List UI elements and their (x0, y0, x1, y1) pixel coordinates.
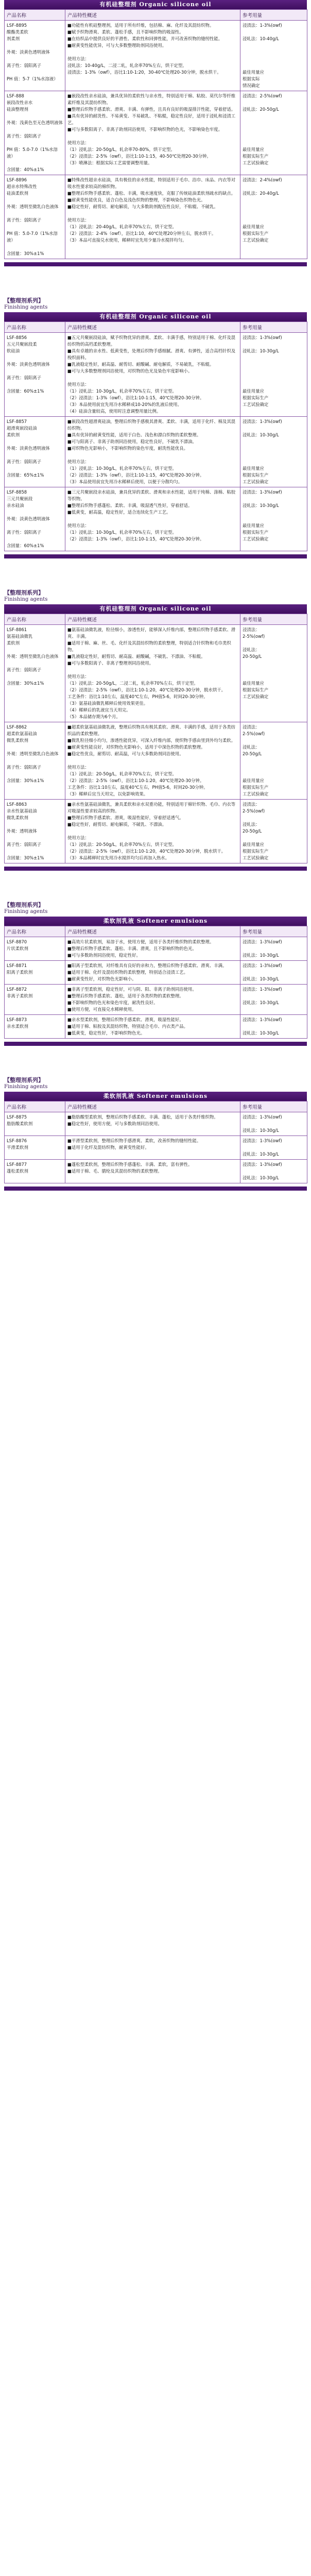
product-row (5, 625, 307, 722)
category-title-bar: 有机硅整理剂 Organic silicone oil (4, 0, 307, 9)
product-row (5, 985, 307, 1015)
catalog-section (0, 558, 311, 871)
product-row (5, 800, 307, 863)
product-name-cell: LSF-8896 超亲水特殊改性 硅油柔软剂 外观：透明至微乳白色液体 离子性：弱阳离子 PH 值：5.0-7.0（1%水溶液） 含固量：30%±1% (5, 175, 65, 259)
product-table (4, 321, 307, 551)
reference-dosage-cell: 浸渍法：1-3%(owf) 浸轧法：10-30g/L (240, 985, 307, 1015)
category-title-bar: 有机硅整理剂 Organic silicone oil (4, 604, 307, 614)
reference-dosage-cell: 浸渍法： 2-5%(owf) 浸轧法： 20-50g/L 最佳用量应 根据实际生产 工艺试验确定 (240, 800, 307, 863)
product-row (5, 1136, 307, 1160)
product-name-cell: LSF-8861 氨基硅油微乳 柔软剂 外观：透明至微乳白色液体 离子性：弱阳离子 含固量：30%±1% (5, 625, 65, 722)
product-row (5, 91, 307, 175)
section-tag: 【整理剂系列】 (4, 297, 44, 304)
reference-dosage-cell: 浸渍法：1-3%(owf) 浸轧法：10-30g/L (240, 1112, 307, 1136)
product-description-cell: ■特殊改性超亲水硅油，具有极佳的亲水性能，特别适用于毛巾、浴巾、床品、内衣等对吸水性要求较高的棉织物。 ■整理后织物手感柔软、蓬松、丰满，吸水速度快，克服了传统硅油柔软剂疏水的缺点。 ■耐黄变性能优良，适合白色及浅色织物的整理，不影响染色织物色光。 ■稳定性好，耐剪切、耐电解质，与大多数助剂配伍性良好，不粘辊、不破乳。 使用方法： （1）浸轧法：20-40g/L，轧余率70%左右，烘干定型。 （2）浸渍法：2-4%（owf），浴比1:10，40℃处理20分钟左右，脱水烘干。 （3）本品可直接兑水使用，稀释时宜先用少量冷水搅拌均匀。 (65, 175, 240, 259)
product-row (5, 1112, 307, 1136)
product-description-cell: ■阳离子型柔软剂，对纤维具有良好的亲和力，整理后织物手感柔软、滑爽、丰满。 ■适用于棉、化纤及混纺织物的柔软整理，特别适合浸渍工艺。 ■耐黄变性好，对织物色光影响小。 (65, 961, 240, 985)
catalog-section (0, 871, 311, 1046)
product-name-cell: LSF-8871 阳离子柔软剂 (5, 961, 65, 985)
product-table (4, 1101, 307, 1183)
product-description-cell: ■五元共聚嵌段硅油，赋予织物优异的滑爽、柔软、丰满手感，特别适用于棉、化纤及混纺织物的高档柔软整理。 ■具有卓越的亲水性、低黄变性，处理后织物手感细腻、滑爽、有弹性，适合高档针织及梭织面料。 ■乳液稳定性好，耐高温、耐剪切、耐酸碱、耐电解质，不易破乳，不粘辊。 ■可与大多数整理剂同浴使用，对织物的色光及染色牢度影响小。 使用方法： （1）浸轧法：10-30g/L，轧余率70%左右，烘干定型。 （2）浸渍法：1-3%（owf），浴比1:10-1:15，40℃处理20-30分钟。 （3）本品使用前宜先用冷水稀释成10-20%的乳液后使用。 （4）硅油含量较高，使用时注意调整用量比例。 (65, 333, 240, 417)
catalog-section (0, 0, 311, 266)
section-footer-bar (4, 867, 307, 871)
product-row (5, 961, 307, 985)
product-name-cell: LSF-8870 片状柔软剂 (5, 937, 65, 961)
product-name-cell: LSF-8857 超滑爽嵌段硅油 柔软剂 外观：淡黄色透明液体 离子性：弱阳离子 含固量：65%±1% (5, 417, 65, 487)
catalog-page (0, 0, 311, 1191)
section-gap (0, 558, 311, 585)
column-header: 产品名称 (5, 926, 65, 937)
reference-dosage-cell: 浸渍法： 2-5%(owf) 浸轧法： 20-50g/L 最佳用量应 根据实际生产 工艺试验确定 (240, 625, 307, 722)
product-row (5, 1015, 307, 1039)
column-header: 产品特性概述 (65, 926, 240, 937)
reference-dosage-cell: 浸渍法：1-3%(owf) 浸轧法：10-40g/L 最佳用量应 根据实际 情况确定 (240, 21, 307, 91)
reference-dosage-cell: 浸渍法：1-3%(owf) 浸轧法：10-30g/L 最佳用量应 根据实际生产 工艺试验确定 (240, 487, 307, 551)
product-description-cell: ■亲水性氨基硅油微乳，兼具柔软和亲水双重功能，特别适用于棉针织物、毛巾、内衣等对吸湿性要求较高的织物。 ■整理后织物手感柔软、滑爽，吸湿性能好，穿着舒适透气。 ■稳定性好，耐剪切、耐电解质，不破乳、不漂油。 使用方法： （1）浸轧法：20-50g/L，轧余率70%左右，烘干定型。 （2）浸渍法：2-5%（owf），浴比1:10-1:20，40℃处理20-30分钟，脱水烘干。 （3）本品稀释时宜先用冷水搅拌均匀后再加入热水。 (65, 800, 240, 863)
product-name-cell: LSF-8863 亲水性氨基硅油 微乳柔软剂 外观：透明液体 离子性：弱阳离子 含固量：30%±1% (5, 800, 65, 863)
product-row (5, 21, 307, 91)
reference-dosage-cell: 浸渍法：1-3%(owf) 浸轧法：10-30g/L (240, 937, 307, 961)
reference-dosage-cell: 浸渍法：1-3%(owf) 浸轧法：10-30g/L (240, 1160, 307, 1183)
product-name-cell: LSF-8856 五元共聚嵌段柔 软硅油 外观：淡黄色透明液体 离子性：弱阳离子 含固量：60%±1% (5, 333, 65, 417)
product-description-cell: ■脂肪酸型柔软剂，整理后织物手感柔软、丰满、蓬松，适用于各类纤维织物。 ■稳定性好，使用方便，可与多数助剂同浴使用。 (65, 1112, 240, 1136)
product-description-cell: ■平滑型柔软剂，整理后织物手感滑爽、柔软，改善织物的缝纫性能。 ■适用于化纤及混纺织物，耐黄变性能好。 (65, 1136, 240, 1160)
reference-dosage-cell: 浸渍法：2-5%(owf) 浸轧法：20-50g/L 最佳用量应 根据实际生产 工艺试验确定 (240, 91, 307, 175)
product-description-cell: ■氨基硅油微乳液，粒径细小，渗透性好，能够深入纤维内部，整理后织物手感柔软、滑爽、丰满。 ■适用于棉、麻、丝、毛、化纤及其混纺织物的柔软整理，特别适合针织物和毛巾类织物。 ■乳液稳定性好，耐剪切、耐高温、耐酸碱，不破乳、不漂油、不粘辊。 ■可与多数阳离子、非离子整理剂同浴使用。 使用方法： （1）浸轧法：20-50g/L，二浸二轧，轧余率70%左右，烘干定型。 （2）浸渍法：2-5%（owf），浴比1:10-1:20，40℃处理20-30分钟，脱水烘干。 工艺条件：浴比1:10左右，温度40℃左右，PH值5-6，时间20-30分钟。 （3）氨基硅油微乳稀释后使用效果更佳。 （4）稀释后的乳液宜当天用完。 （5）本品储存期为6个月。 (65, 625, 240, 722)
product-table (4, 9, 307, 259)
catalog-section (0, 1046, 311, 1191)
table-header-row (5, 614, 307, 625)
column-header: 参考用量 (240, 1101, 307, 1112)
column-header: 产品名称 (5, 1101, 65, 1112)
category-title-bar: 柔软剂乳液 Softener emulsions (4, 1092, 307, 1101)
product-row (5, 175, 307, 259)
section-subtitle: Finishing agents (4, 1084, 48, 1090)
column-header: 参考用量 (240, 926, 307, 937)
reference-dosage-cell: 浸渍法：1-3%(owf) 浸轧法：10-30g/L 最佳用量应 根据实际生产 工艺试验确定 (240, 417, 307, 487)
product-name-cell: LSF-8872 非离子柔软剂 (5, 985, 65, 1015)
table-header-row (5, 1101, 307, 1112)
category-title-bar: 有机硅整理剂 Organic silicone oil (4, 312, 307, 321)
section-tag: 【整理剂系列】 (4, 902, 44, 908)
product-description-cell: ■嵌段改性亲水硅油，兼具优异的柔软性与亲水性，特别适用于棉、粘胶、莫代尔等纤维素纤维及其混纺织物。 ■整理后织物手感柔软、滑爽、丰满、有弹性，且具有良好的吸湿排汗性能，穿着舒适。 ■具有优异的耐洗性、不易黄变、不易破乳、不粘辊，稳定性良好，适用于浸轧和浸渍工艺。 ■可与多数阳离子、非离子助剂同浴使用，不影响织物的色光，不影响染色牢度。 使用方法： （1）浸轧法：20-50g/L，轧余率70-80%，烘干定型。 （2）浸渍法：2-5%（owf），浴比1:10-1:15，40-50℃处理20-30分钟。 （3）喷淋法：根据实际工艺需要调整用量。 (65, 91, 240, 175)
product-name-cell: LSF-8858 三元共聚嵌段 亲水硅油 外观：淡黄色透明液体 离子性：弱阳离子 含固量：60%±1% (5, 487, 65, 551)
product-name-cell: LSF-888 嵌段改性亲水 硅油整理剂 外观：浅黄色至无色透明液体 离子性：弱阳离子 PH 值：5.0-7.0（1%水溶液） 含固量：40%±1% (5, 91, 65, 175)
product-description-cell: ■亲水型柔软剂，整理后织物手感柔软、滑爽，吸湿性能好。 ■适用于棉、粘胶及其混纺织物，特别适合毛巾、内衣类产品。 ■低黄变，稳定性好，不影响织物色光。 (65, 1015, 240, 1039)
product-name-cell: LSF-8895 酸酯类柔软 剂柔剂 外观：淡黄色透明液体 离子性：弱阳离子 PH 值：5-7（1%水溶液） (5, 21, 65, 91)
reference-dosage-cell: 浸渍法：2-4%(owf) 浸轧法：20-40g/L 最佳用量应 根据实际生产 工艺试验确定 (240, 175, 307, 259)
section-subtitle: Finishing agents (4, 909, 48, 914)
column-header: 产品名称 (5, 322, 65, 333)
table-header-row (5, 10, 307, 21)
section-gap (0, 871, 311, 897)
reference-dosage-cell: 浸渍法：1-3%(owf) 浸轧法：10-30g/L (240, 1015, 307, 1039)
product-name-cell: LSF-8862 超柔软氨基硅油 微乳柔软剂 外观：透明至微乳白色液体 离子性：弱阳离子 含固量：30%±1% (5, 722, 65, 800)
product-row (5, 937, 307, 961)
catalog-section (0, 266, 311, 558)
reference-dosage-cell: 浸渍法：1-3%(owf) 浸轧法：10-30g/L (240, 961, 307, 985)
reference-dosage-cell: 浸渍法：1-3%(owf) 浸轧法：10-30g/L 最佳用量应 根据实际生产 工艺试验确定 (240, 333, 307, 417)
product-name-cell: LSF-8873 亲水柔软剂 (5, 1015, 65, 1039)
product-name-cell: LSF-8877 蓬松柔软剂 (5, 1160, 65, 1183)
column-header: 产品特性概述 (65, 10, 240, 21)
product-row (5, 333, 307, 417)
section-footer-bar (4, 554, 307, 558)
product-description-cell: ■非离子型柔软剂，稳定性好，可与阴、阳、非离子助剂同浴使用。 ■整理后织物手感柔软、蓬松，适用于各类织物的柔软整理。 ■不影响织物的色光和染色牢度，耐洗性良好。 ■使用方便，可直接兑水稀释使用。 (65, 985, 240, 1015)
product-name-cell: LSF-8876 平滑柔软剂 (5, 1136, 65, 1160)
table-header-row (5, 322, 307, 333)
section-footer-bar (4, 1187, 307, 1191)
category-title-bar: 柔软剂乳液 Softener emulsions (4, 917, 307, 926)
product-description-cell: ■嵌段改性超滑爽硅油，整理后织物手感极其滑爽、柔软、丰满，适用于化纤、棉及其混纺织物。 ■具有优异的耐黄变性能，适用于白色、浅色和漂白织物的柔软整理。 ■可与阳离子、非离子助剂同浴使用，稳定性良好，不破乳不漂油。 ■对织物色光影响小，不影响织物的染色牢度，耐洗性能优良。 使用方法： （1）浸轧法：10-30g/L，轧余率70%左右，烘干定型。 （2）浸渍法：1-3%（owf），浴比1:10-1:15，40℃处理20-30分钟。 （3）本品使用前宜先用冷水稀释后使用，以便于分散均匀。 (65, 417, 240, 487)
reference-dosage-cell: 浸渍法： 2-5%(owf) 浸轧法： 20-50g/L 最佳用量应 根据实际生产 工艺试验确定 (240, 722, 307, 800)
column-header: 参考用量 (240, 322, 307, 333)
product-row (5, 1160, 307, 1183)
section-tag: 【整理剂系列】 (4, 589, 44, 596)
section-subtitle: Finishing agents (4, 597, 48, 602)
column-header: 产品特性概述 (65, 322, 240, 333)
section-footer-bar (4, 1042, 307, 1046)
column-header: 产品特性概述 (65, 614, 240, 625)
product-row (5, 722, 307, 800)
product-row (5, 417, 307, 487)
section-footer-bar (4, 262, 307, 266)
section-gap (0, 1046, 311, 1073)
product-row (5, 487, 307, 551)
column-header: 参考用量 (240, 10, 307, 21)
column-header: 产品名称 (5, 614, 65, 625)
product-description-cell: ■三元共聚嵌段亲水硅油，兼具优异的柔软、滑爽和亲水性能，适用于纯棉、涤棉、粘胶等织物。 ■整理后织物手感蓬松、柔软、丰满，吸湿透气性好，穿着舒适。 ■低黄变，耐高温，稳定性好，适合连续化生产工艺。 使用方法： （1）浸轧法：10-30g/L，轧余率70%左右，烘干定型。 （2）浸渍法：1-3%（owf），浴比1:10-1:15，40℃处理20-30分钟。 (65, 487, 240, 551)
section-subtitle: Finishing agents (4, 304, 48, 310)
column-header: 产品特性概述 (65, 1101, 240, 1112)
reference-dosage-cell: 浸渍法：1-3%(owf) 浸轧法：10-30g/L (240, 1136, 307, 1160)
product-name-cell: LSF-8875 脂肪酸柔软剂 (5, 1112, 65, 1136)
product-description-cell: ■功能性有机硅整理剂，适用于所有纤维，包括棉、麻、化纤及其混纺织物。 ■赋予织物滑爽、柔软、蓬松手感，且不影响织物的吸湿性。 ■在纺织品中提供良好的平滑性、柔软性和回弹性能，并可改善织物的缝纫性能。 ■耐黄变性能优异，可与大多数整理助剂同浴使用。 使用方法： 浸轧法：10-40g/L，二浸二轧，轧余率70%左右，烘干定型。 浸渍法：1-3%（owf），浴比1:10-1:20，30-40℃处理20-30分钟，脱水烘干。 (65, 21, 240, 91)
column-header: 参考用量 (240, 614, 307, 625)
section-tag: 【整理剂系列】 (4, 1077, 44, 1083)
product-table (4, 926, 307, 1039)
product-description-cell: ■蓬松型柔软剂，整理后织物手感蓬松、丰满、柔软，富有弹性。 ■适用于棉、毛、腈纶及其混纺织物的柔软整理。 (65, 1160, 240, 1183)
section-gap (0, 266, 311, 293)
column-header: 产品名称 (5, 10, 65, 21)
product-description-cell: ■超柔软氨基硅油微乳液，整理后织物具有极其柔软、滑爽、丰满的手感，适用于各类纺织品的柔软整理。 ■微乳粒径细小均匀，渗透性能优异，可深入纤维内部，使织物手感由里到外均匀柔软。 ■耐黄变性能良好，对织物色光影响小，适用于中深色织物的柔软整理。 ■稳定性优良，耐剪切、耐高温，可与大多数助剂同浴使用。 使用方法： （1）浸轧法：20-50g/L，轧余率70%左右，烘干定型。 （2）浸渍法：2-5%（owf），浴比1:10-1:20，40℃处理20-30分钟。 工艺条件：浴比1:10左右，温度40℃左右，PH值5-6，时间20-30分钟。 （3）稀释后宜当天用完，以免影响效果。 (65, 722, 240, 800)
product-description-cell: ■高效片状柔软剂，易溶于水，使用方便，适用于各类纤维织物的柔软整理。 ■整理后织物手感柔软、蓬松、丰满、滑爽，且不影响织物的色光。 ■可与多数助剂同浴使用，稳定性好。 (65, 937, 240, 961)
product-table (4, 614, 307, 863)
table-header-row (5, 926, 307, 937)
